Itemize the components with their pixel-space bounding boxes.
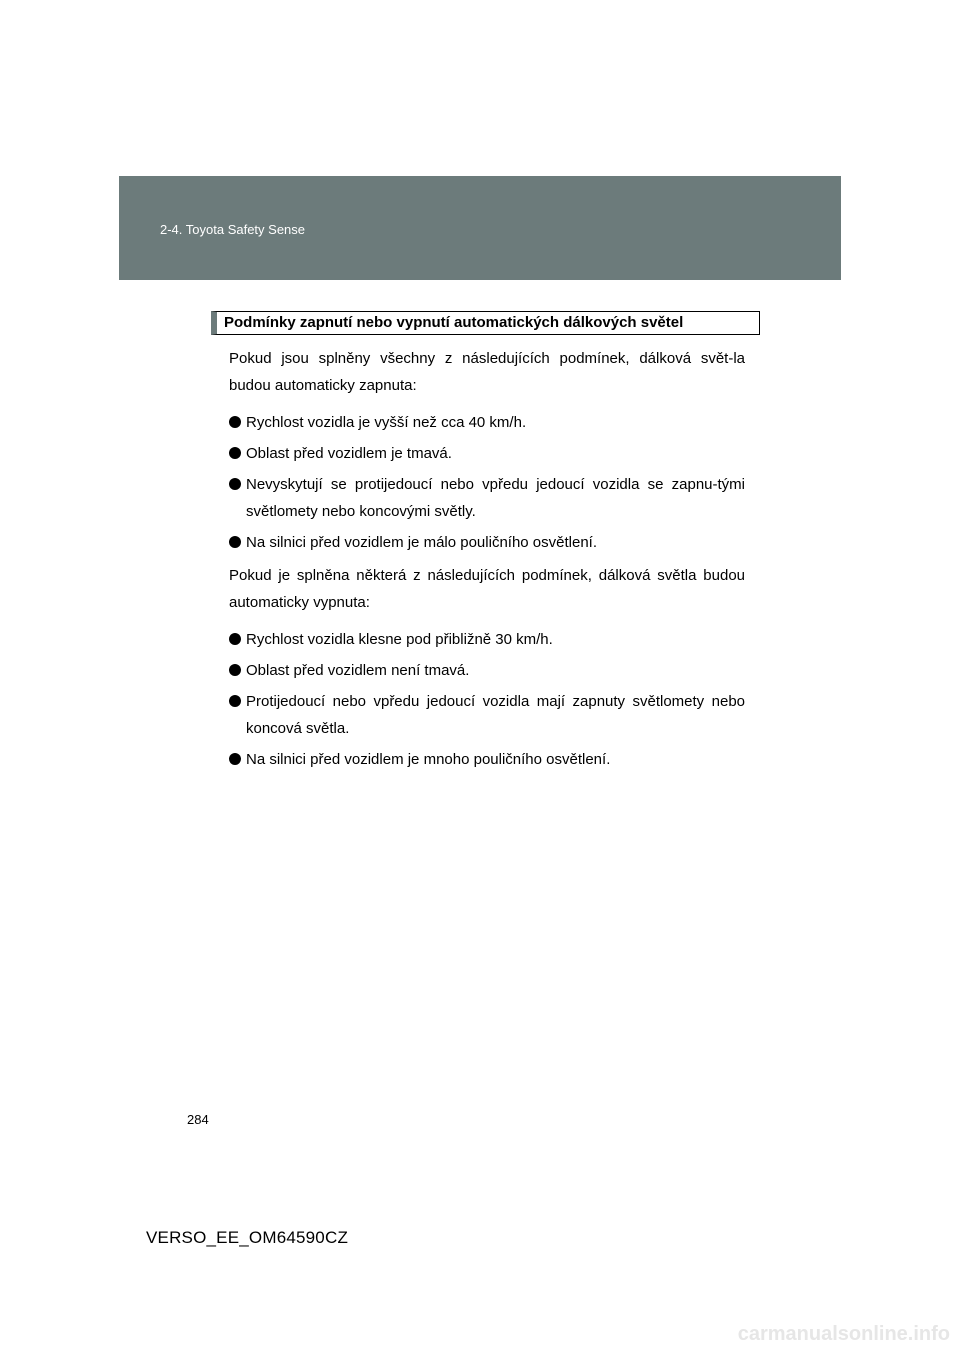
bullet-icon — [229, 478, 241, 490]
list-item — [229, 529, 745, 556]
list-item-text: Oblast před vozidlem je tmavá. — [246, 445, 452, 462]
bullet-icon — [229, 447, 241, 459]
list-item — [229, 440, 745, 467]
list-item — [229, 688, 745, 742]
list-item-text: Oblast před vozidlem není tmavá. — [246, 662, 470, 679]
content-body — [229, 345, 745, 779]
bullet-icon — [229, 633, 241, 645]
list-item-text: Rychlost vozidla je vyšší než cca 40 km/h. — [246, 414, 527, 431]
bullet-icon — [229, 664, 241, 676]
on-intro-paragraph: Pokud jsou splněny všechny z následujících podmínek, dálková svět-la budou automaticky zapnuta: — [229, 350, 745, 394]
off-conditions-list — [229, 626, 745, 773]
list-item — [229, 409, 745, 436]
off-intro-paragraph: Pokud je splněna některá z následujících podmínek, dálková světla budou automaticky vypnuta: — [229, 567, 745, 611]
bullet-icon — [229, 536, 241, 548]
list-item — [229, 626, 745, 653]
bullet-icon — [229, 753, 241, 765]
list-item — [229, 657, 745, 684]
header-band — [119, 176, 841, 280]
list-item-text: Protijedoucí nebo vpředu jedoucí vozidla mají zapnuty světlomety nebo koncová světla. — [246, 693, 745, 737]
on-conditions-list — [229, 409, 745, 556]
list-item — [229, 746, 745, 773]
document-code: VERSO_EE_OM64590CZ — [146, 1228, 349, 1247]
list-item-text: Nevyskytují se protijedoucí nebo vpředu jedoucí vozidla se zapnu-tými světlomety nebo koncovými světly. — [246, 476, 745, 520]
list-item — [229, 471, 745, 525]
list-item-text: Na silnici před vozidlem je málo pouličního osvětlení. — [246, 534, 598, 551]
bullet-icon — [229, 416, 241, 428]
page-number: 284 — [187, 1112, 209, 1127]
watermark: carmanualsonline.info — [737, 1323, 950, 1345]
list-item-text: Na silnici před vozidlem je mnoho pouličního osvětlení. — [246, 751, 611, 768]
breadcrumb: 2-4. Toyota Safety Sense — [160, 222, 306, 237]
section-heading: Podmínky zapnutí nebo vypnutí automatických dálkových světel — [211, 311, 760, 335]
list-item-text: Rychlost vozidla klesne pod přibližně 30 km/h. — [246, 631, 553, 648]
bullet-icon — [229, 695, 241, 707]
